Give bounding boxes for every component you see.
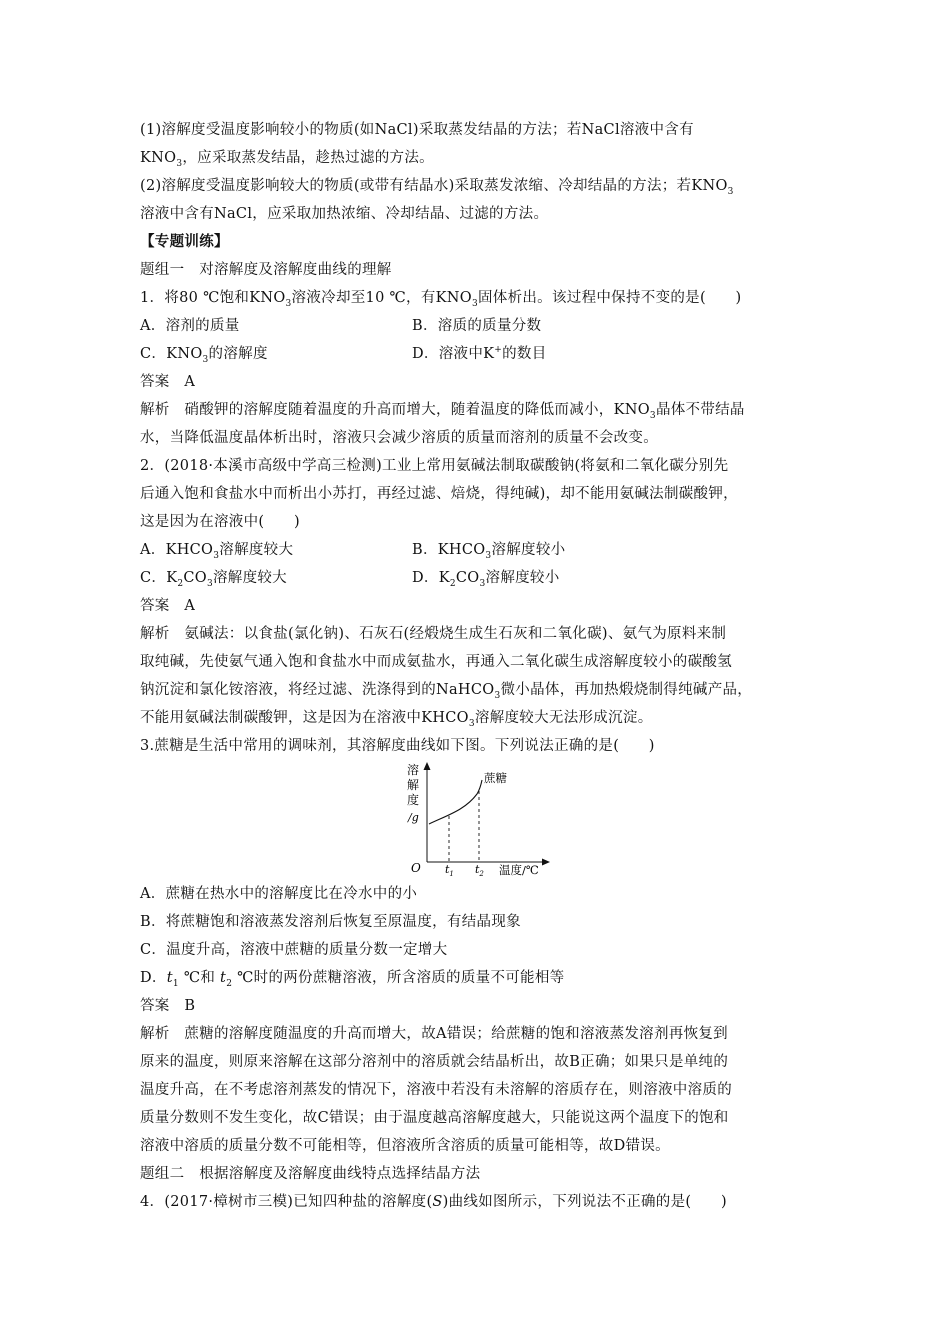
q3-explanation-5: 溶液中溶质的质量分数不可能相等，但溶液所含溶质的质量可能相等，故D错误。 <box>140 1138 670 1154</box>
curve-label: 蔗糖 <box>484 771 507 785</box>
y-label-1: 溶 <box>407 763 420 777</box>
q2-option-c: C．$K_2CO_3$溶解度较大 <box>140 570 287 589</box>
q1-option-d: D．溶液中K+的数目 <box>412 345 547 362</box>
q3-stem: 3.蔗糖是生活中常用的调味剂，其溶解度曲线如下图。下列说法正确的是( ) <box>140 738 655 754</box>
q4-stem: 4．(2017·樟树市三模)已知四种盐的溶解度(S)曲线如图所示，下列说法不正确的是( ) <box>140 1194 727 1210</box>
y-label-2: 解 <box>407 778 420 792</box>
q3-option-c: C．温度升高，溶液中蔗糖的质量分数一定增大 <box>140 942 448 958</box>
x-axis-arrow <box>542 859 550 866</box>
q3-option-b: B．将蔗糖饱和溶液蒸发溶剂后恢复至原温度，有结晶现象 <box>140 914 521 930</box>
group-2-title: 题组二 根据溶解度及溶解度曲线特点选择结晶方法 <box>140 1166 481 1182</box>
y-label-3: 度 <box>407 793 420 807</box>
q2-option-d: D．$K_2CO_3$溶解度较小 <box>412 570 560 589</box>
q2-explanation-4: 不能用氨碱法制碳酸钾，这是因为在溶液中$KHCO_3$溶解度较大无法形成沉淀。 <box>140 710 653 729</box>
q1-option-c: C．$KNO_3$的溶解度 <box>140 346 268 365</box>
q2-stem-1: 2．(2018·本溪市高级中学高三检测)工业上常用氨碱法制取碳酸钠(将氨和二氧化碳分别先 <box>140 458 729 474</box>
q1-option-a: A．溶剂的质量 <box>140 318 240 334</box>
q1-explanation-2: 水，当降低温度晶体析出时，溶液只会减少溶质的质量而溶剂的质量不会改变。 <box>140 430 658 446</box>
q3-option-d: D．$t_1$ ℃和 $t_2$ ℃时的两份蔗糖溶液，所含溶质的质量不可能相等 <box>140 970 565 989</box>
q3-explanation-4: 质量分数则不发生变化，故C错误；由于温度越高溶解度越大，只能说这两个温度下的饱和 <box>140 1110 729 1126</box>
q1-option-b: B．溶质的质量分数 <box>412 318 542 334</box>
q2-explanation-1: 解析 氨碱法：以食盐(氯化钠)、石灰石(经煅烧生成生石灰和二氧化碳)、氨气为原料来制 <box>140 626 727 642</box>
q2-answer: 答案 A <box>140 598 196 614</box>
origin-label: O <box>411 861 421 875</box>
group-1-title: 题组一 对溶解度及溶解度曲线的理解 <box>140 262 392 278</box>
t2-label: $t_2$ <box>475 863 484 878</box>
q2-option-a: A．$KHCO_3$溶解度较大 <box>140 542 294 561</box>
solubility-curve-figure <box>380 758 570 882</box>
q3-explanation-1: 解析 蔗糖的溶解度随温度的升高而增大，故A错误；给蔗糖的饱和溶液蒸发溶剂再恢复到 <box>140 1026 728 1042</box>
q1-stem: 1．将80 ℃饱和$KNO_3$溶液冷却至10 ℃，有$KNO_3$固体析出。该过程中保持不变的是( ) <box>140 290 742 309</box>
q2-stem-3: 这是因为在溶液中( ) <box>140 514 300 530</box>
q3-answer: 答案 B <box>140 998 196 1014</box>
q2-explanation-3: 钠沉淀和氯化铵溶液，将经过滤、洗涤得到的NaHCO$_3$微小晶体，再加热煅烧制得纯碱产品， <box>140 682 753 701</box>
q3-explanation-2: 原来的温度，则原来溶解在这部分溶剂中的溶质就会结晶析出，故B正确；如果只是单纯的 <box>140 1054 729 1070</box>
intro-line-3: (2)溶解度受温度影响较大的物质(或带有结晶水)采取蒸发浓缩、冷却结晶的方法；若$KNO_3$ <box>140 178 734 197</box>
q3-option-a: A．蔗糖在热水中的溶解度比在冷水中的小 <box>140 886 418 902</box>
section-title: 【专题训练】 <box>140 233 229 250</box>
q2-stem-2: 后通入饱和食盐水中而析出小苏打，再经过滤、焙烧，得纯碱)，却不能用氨碱法制碳酸钾， <box>140 486 738 502</box>
x-axis-label: 温度/℃ <box>499 863 539 877</box>
q1-answer: 答案 A <box>140 374 196 390</box>
intro-line-4: 溶液中含有NaCl，应采取加热浓缩、冷却结晶、过滤的方法。 <box>140 206 549 222</box>
q2-option-b: B．$KHCO_3$溶解度较小 <box>412 542 566 561</box>
y-axis-arrow <box>424 762 431 770</box>
q2-explanation-2: 取纯碱，先使氨气通入饱和食盐水中而成氨盐水，再通入二氧化碳生成溶解度较小的碳酸氢 <box>140 654 732 670</box>
sucrose-curve <box>429 780 482 824</box>
intro-line-2: $KNO_3$，应采取蒸发结晶，趁热过滤的方法。 <box>140 150 434 169</box>
intro-line-1: (1)溶解度受温度影响较小的物质(如NaCl)采取蒸发结晶的方法；若NaCl溶液中含有 <box>140 122 694 138</box>
q3-explanation-3: 温度升高，在不考虑溶剂蒸发的情况下，溶液中若没有未溶解的溶质存在，则溶液中溶质的 <box>140 1082 732 1098</box>
y-label-unit: /g <box>408 811 419 824</box>
t1-label: $t_1$ <box>445 863 454 878</box>
q1-explanation-1: 解析 硝酸钾的溶解度随着温度的升高而增大，随着温度的降低而减小，$KNO_3$晶体不带结晶 <box>140 402 745 421</box>
